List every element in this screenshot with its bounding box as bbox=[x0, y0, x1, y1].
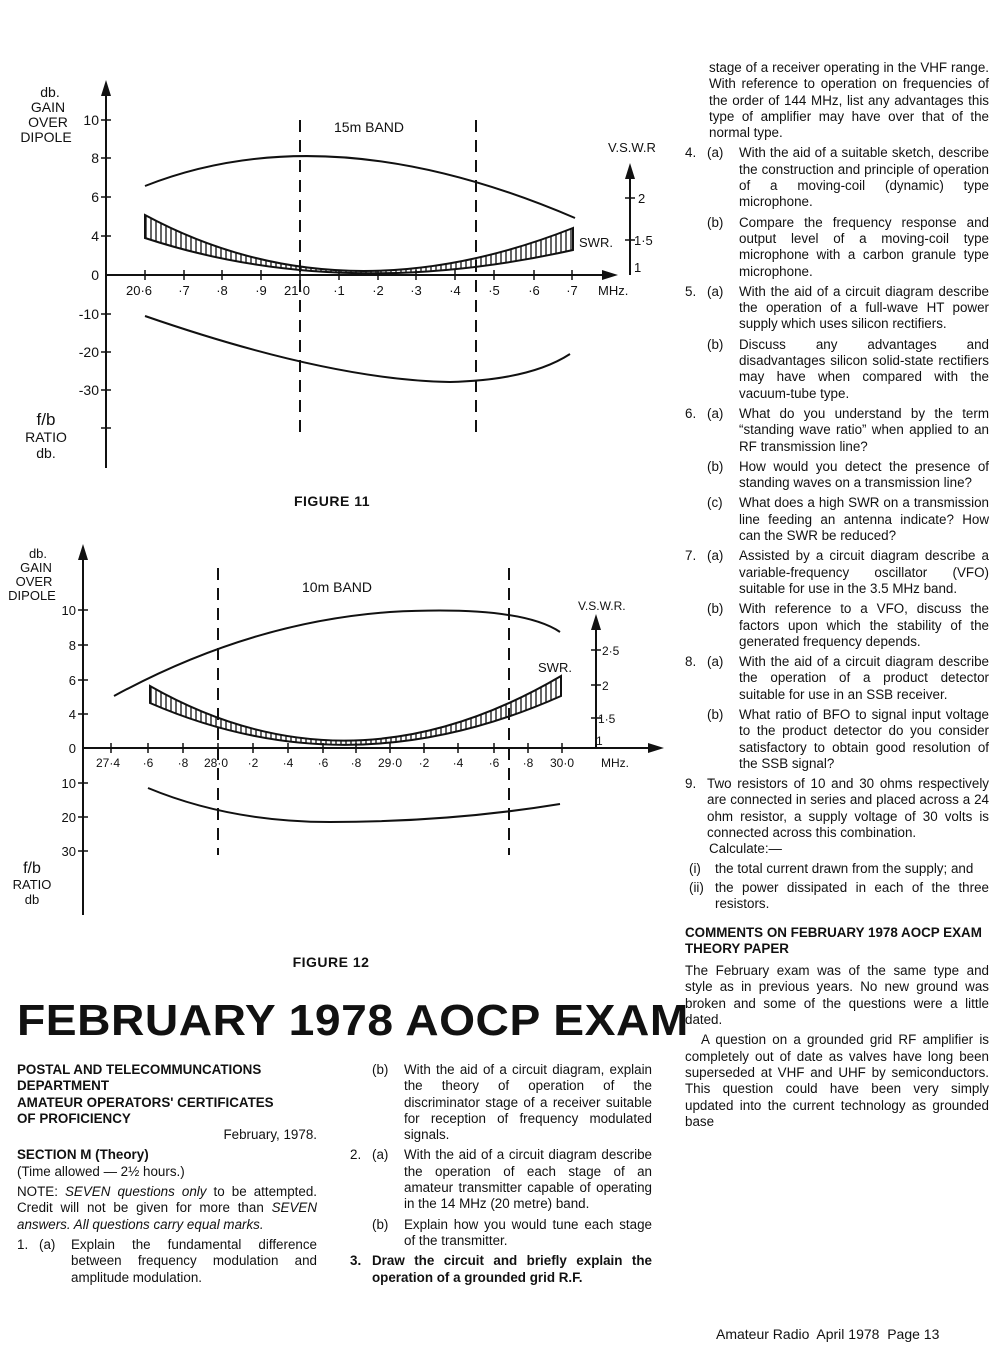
question-8b: (b) What ratio of BFO to signal input voltage to the product detector do you consider satisfactory to obtain good resolution of the SSB signal? bbox=[707, 706, 989, 771]
comments-heading: COMMENTS ON FEBRUARY 1978 AOCP EXAM THEORY PAPER bbox=[685, 924, 982, 956]
dept-heading: DEPARTMENT bbox=[17, 1078, 109, 1094]
fig12-vswr-tick: 1 bbox=[596, 734, 603, 748]
question-9-ii: (ii) the power dissipated in each of the three resistors. bbox=[689, 879, 989, 912]
question-3-continued: stage of a receiver operating in the VHF range. With reference to operation on frequencies of the order of 144 MHz, list any advantages this type of amplifier may have over that of the normal type. bbox=[709, 60, 989, 141]
fig12-xtick: ·6 bbox=[142, 756, 154, 770]
fig12-vswr-tick: 1·5 bbox=[598, 712, 616, 726]
fig11-ytick: -20 bbox=[78, 344, 99, 360]
dept-heading: POSTAL AND TELECOMMUNCATIONS bbox=[17, 1062, 262, 1077]
fig11-ylabel-2: GAIN bbox=[30, 99, 66, 115]
question-7a: 7. (a) Assisted by a circuit diagram describe a variable-frequency oscillator (VFO) suitable for use in the 3.5 MHz band. bbox=[685, 548, 989, 596]
fig11-caption: FIGURE 11 bbox=[293, 493, 371, 509]
fig11-xtick: ·2 bbox=[372, 283, 384, 298]
fig11-vswr-label: V.S.W.R bbox=[608, 140, 656, 155]
fig11-fb-curve bbox=[145, 316, 570, 382]
fig12-ytick: 0 bbox=[68, 741, 76, 756]
fig11-vswr-arrow bbox=[625, 163, 635, 179]
fig12-fb-curve bbox=[148, 788, 560, 822]
fig12-xtick: ·8 bbox=[522, 756, 534, 770]
exam-note: NOTE: SEVEN questions only to be attempted. Credit will not be given for more than SEVEN answers. All questions carry equal marks. bbox=[17, 1184, 317, 1232]
fig11-xtick: ·4 bbox=[449, 283, 461, 298]
column-3 bbox=[685, 60, 989, 1134]
question-6c: (c) What does a high SWR on a transmission line feeding an antenna indicate? How can the SWR be reduced? bbox=[707, 495, 989, 544]
question-1a: 1. (a) Explain the fundamental difference between frequency modulation and amplitude modulation. bbox=[17, 1236, 317, 1285]
fig12-ylabel-3: OVER bbox=[15, 574, 53, 589]
fig11-xtick: ·8 bbox=[216, 283, 228, 298]
question-2b: (b) Explain how you would tune each stage of the transmitter. bbox=[372, 1216, 652, 1248]
fig11-x-unit: MHz. bbox=[598, 283, 629, 298]
fig11-ylabel-5: f/b bbox=[36, 410, 56, 429]
fig11-vswr-tick: 1·5 bbox=[634, 233, 653, 248]
fig11-ytick: 4 bbox=[91, 228, 99, 244]
fig11-band-label: 15m BAND bbox=[334, 119, 405, 135]
dept-heading: AMATEUR OPERATORS' CERTIFICATES bbox=[17, 1094, 274, 1110]
fig12-ytick: 30 bbox=[61, 844, 76, 859]
fig12-xtick: ·8 bbox=[177, 756, 189, 770]
fig12-ylabel-7: db bbox=[24, 892, 40, 907]
fig12-vswr-tick: 2 bbox=[602, 679, 609, 693]
fig12-ytick: 20 bbox=[61, 810, 76, 825]
fig12-xtick: ·4 bbox=[452, 756, 464, 770]
fig11-ylabel-4: DIPOLE bbox=[20, 129, 72, 145]
time-allowed: (Time allowed — 2½ hours.) bbox=[17, 1163, 185, 1179]
fig12-ytick: 10 bbox=[61, 603, 76, 618]
fig12-xtick: ·6 bbox=[317, 756, 329, 770]
fig12-xtick: 27·4 bbox=[95, 756, 121, 770]
fig12-ytick: 10 bbox=[61, 776, 76, 791]
fig11-swr-band bbox=[145, 215, 573, 273]
fig12-swr-band bbox=[150, 676, 561, 745]
question-7b: (b) With reference to a VFO, discuss the factors upon which the stability of the generated frequency depends. bbox=[707, 601, 989, 649]
fig12-xtick: ·2 bbox=[247, 756, 259, 770]
fig12-vswr-label: V.S.W.R. bbox=[578, 599, 626, 613]
fig12-ylabel-2: GAIN bbox=[20, 560, 52, 575]
fig11-y-arrow bbox=[101, 80, 111, 96]
question-5a: 5. (a) With the aid of a circuit diagram describe the operation of a full-wave HT power supply which uses silicon rectifiers. bbox=[685, 283, 989, 332]
exam-date: February, 1978. bbox=[223, 1127, 317, 1143]
fig11-ytick: 6 bbox=[91, 189, 99, 205]
fig11-xtick: ·3 bbox=[410, 283, 422, 298]
fig11-vswr-tick: 2 bbox=[638, 191, 646, 206]
fig11-xtick: ·1 bbox=[333, 283, 345, 298]
fig12-xtick: 29·0 bbox=[377, 756, 403, 770]
question-6b: (b) How would you detect the presence of standing waves on a transmission line? bbox=[707, 458, 989, 491]
fig12-ytick: 4 bbox=[68, 707, 76, 722]
fig12-ytick: 8 bbox=[68, 638, 76, 653]
fig12-gain-curve bbox=[114, 611, 560, 696]
dept-heading: OF PROFICIENCY bbox=[17, 1110, 131, 1126]
fig12-caption: FIGURE 12 bbox=[292, 954, 370, 970]
fig12-ytick: 6 bbox=[68, 673, 76, 688]
fig11-ylabel-3: OVER bbox=[28, 114, 68, 130]
fig12-xtick: ·4 bbox=[282, 756, 294, 770]
fig11-ytick: -10 bbox=[78, 306, 99, 322]
question-6a: 6. (a) What do you understand by the term “standing wave ratio” when applied to an RF transmission line? bbox=[685, 405, 989, 454]
fig12-xtick: ·2 bbox=[418, 756, 430, 770]
fig11-ytick: 8 bbox=[91, 150, 99, 166]
fig11-ylabel-7: db. bbox=[36, 445, 56, 461]
figure-11 bbox=[0, 70, 680, 520]
fig11-xtick: ·9 bbox=[255, 283, 267, 298]
fig12-xtick: ·6 bbox=[488, 756, 500, 770]
fig12-xtick: ·8 bbox=[350, 756, 362, 770]
fig11-vswr-tick: 1 bbox=[634, 260, 642, 275]
calculate-label: Calculate:— bbox=[709, 841, 782, 857]
fig12-x-unit: MHz. bbox=[601, 756, 629, 770]
fig12-ylabel-6: RATIO bbox=[12, 877, 52, 892]
comments-paragraph-2: A question on a grounded grid RF amplifier is completely out of date as valves have long been superseded at VHF and UHF by semiconductors. This question could have been very simply updated into the current technology as grounded base bbox=[685, 1032, 989, 1129]
fig11-ylabel-6: RATIO bbox=[25, 429, 67, 445]
fig11-xtick: 21·0 bbox=[283, 283, 311, 298]
fig12-xtick: 28·0 bbox=[203, 756, 229, 770]
fig11-gain-curve bbox=[145, 156, 575, 218]
fig12-band-label: 10m BAND bbox=[302, 579, 373, 595]
fig11-xtick: 20·6 bbox=[125, 283, 153, 298]
question-2a: 2. (a) With the aid of a circuit diagram describe the operation of each stage of an amateur transmitter capable of operating in the 14 MHz (20 metre) band. bbox=[350, 1147, 652, 1212]
figure-12 bbox=[0, 535, 680, 975]
fig12-swr-label: SWR. bbox=[538, 660, 572, 675]
fig11-ytick: 10 bbox=[83, 112, 99, 128]
fig11-ylabel-1: db. bbox=[40, 84, 60, 100]
fig11-xtick: ·7 bbox=[566, 283, 578, 298]
question-4a: 4. (a) With the aid of a suitable sketch, describe the construction and principle of operation of a moving-coil (dynamic) type microphone. bbox=[685, 145, 989, 210]
column-1 bbox=[17, 1062, 317, 1290]
fig11-ytick: -30 bbox=[78, 382, 99, 398]
section-heading: SECTION M (Theory) bbox=[17, 1147, 149, 1163]
fig11-xtick: ·7 bbox=[178, 283, 190, 298]
question-1b: (b) With the aid of a circuit diagram, explain the theory of operation of the discriminator stage of a receiver suitable for reception of frequency modulated signals. bbox=[372, 1062, 652, 1143]
fig12-vswr-tick: 2·5 bbox=[602, 644, 620, 658]
question-4b: (b) Compare the frequency response and output level of a moving-coil type microphone with a carbon granule type microphone. bbox=[707, 214, 989, 279]
fig12-xtick: 30·0 bbox=[549, 756, 575, 770]
fig12-ylabel-4: DIPOLE bbox=[8, 588, 56, 603]
question-5b: (b) Discuss any advantages and disadvantages silicon solid-state rectifiers may have when compared with the vacuum-tube type. bbox=[707, 336, 989, 401]
page-headline: FEBRUARY 1978 AOCP EXAM bbox=[17, 996, 689, 1045]
page-footer: Amateur Radio April 1978 Page 13 bbox=[716, 1326, 940, 1342]
comments-paragraph-1: The February exam was of the same type and style as in previous years. No new ground was broken and some of the questions were a little dated. bbox=[685, 963, 989, 1028]
question-8a: 8. (a) With the aid of a circuit diagram describe the operation of a product detector suitable for use in an SSB receiver. bbox=[685, 654, 989, 702]
fig11-swr-label: SWR. bbox=[579, 235, 613, 250]
column-2 bbox=[350, 1062, 652, 1290]
question-9-i: (i) the total current drawn from the supply; and bbox=[689, 860, 974, 876]
fig12-ylabel-5: f/b bbox=[23, 860, 41, 877]
question-3: 3. Draw the circuit and briefly explain the operation of a grounded grid R.F. bbox=[350, 1253, 652, 1285]
fig12-ylabel-1: db. bbox=[28, 546, 48, 561]
question-9: 9. Two resistors of 10 and 30 ohms respectively are connected in series and placed across a 24 ohm resistor, a supply voltage of 30 volts is connected across this combination. bbox=[685, 776, 989, 841]
fig11-xtick: ·5 bbox=[488, 283, 500, 298]
fig11-xtick: ·6 bbox=[528, 283, 540, 298]
fig11-x-arrow bbox=[602, 270, 618, 280]
fig11-ytick: 0 bbox=[91, 267, 99, 283]
